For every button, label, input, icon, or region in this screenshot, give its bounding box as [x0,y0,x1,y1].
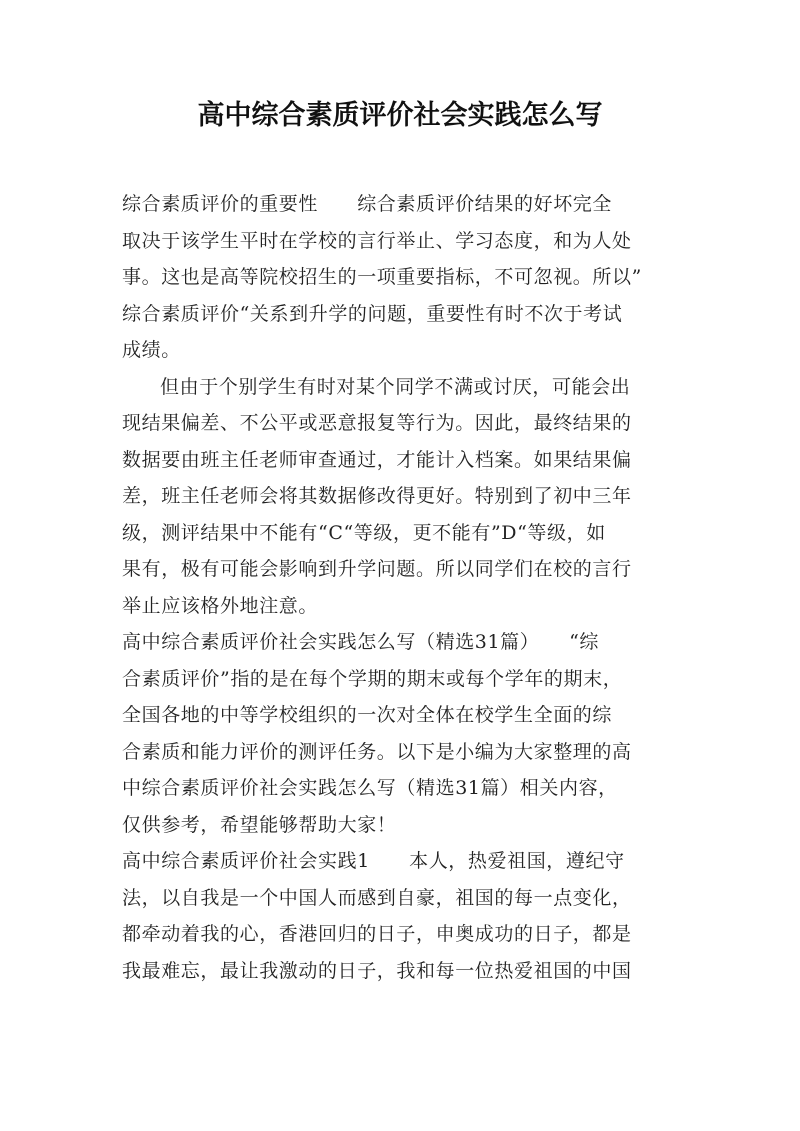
text-line: 高中综合素质评价社会实践1 本人，热爱祖国，遵纪守 [122,850,625,872]
text-line: 事。这也是高等院校招生的一项重要指标，不可忽视。所以” [122,266,642,288]
text-line: 法，以自我是一个中国人而感到自豪，祖国的每一点变化， [122,886,632,909]
text-line: 综合素质评价“关系到升学的问题，重要性有时不次于考试 [122,302,623,325]
text-line: 差，班主任老师会将其数据修改得更好。特别到了初中三年 [122,485,632,507]
text-line: 合素质评价”指的是在每个学期的期末或每个学年的期末， [122,667,623,690]
text-line: 成绩。 [122,339,181,361]
text-line: 合素质和能力评价的测评任务。以下是小编为大家整理的高 [122,740,632,763]
text-line: 果有，极有可能会影响到升学问题。所以同学们在校的言行 [122,558,632,580]
document-title: 高中综合素质评价社会实践怎么写 [197,100,603,131]
text-line: 仅供参考，希望能够帮助大家！ [122,813,397,836]
text-line: 综合素质评价的重要性 综合素质评价结果的好坏完全 [122,193,613,215]
text-line: 取决于该学生平时在学校的言行举止、学习态度，和为人处 [122,229,632,252]
text-line: 但由于个别学生有时对某个同学不满或讨厌，可能会出 [160,375,631,398]
text-line: 都牵动着我的心，香港回归的日子，申奥成功的日子，都是 [122,923,632,945]
text-line: 举止应该格外地注意。 [122,594,319,617]
text-line: 现结果偏差、不公平或恶意报复等行为。因此，最终结果的 [122,412,632,434]
text-line: 中综合素质评价社会实践怎么写（精选31篇）相关内容， [122,777,618,799]
text-line: 级，测评结果中不能有“C“等级，更不能有”D“等级，如 [122,521,606,544]
text-line: 我最难忘，最让我激动的日子，我和每一位热爱祖国的中国 [122,959,632,982]
document-body [122,186,684,989]
text-line: 全国各地的中等学校组织的一次对全体在校学生全面的综 [122,704,613,726]
text-line: 高中综合素质评价社会实践怎么写（精选31篇） “综 [122,631,599,653]
text-line: 数据要由班主任老师审查通过，才能计入档案。如果结果偏 [122,448,632,471]
